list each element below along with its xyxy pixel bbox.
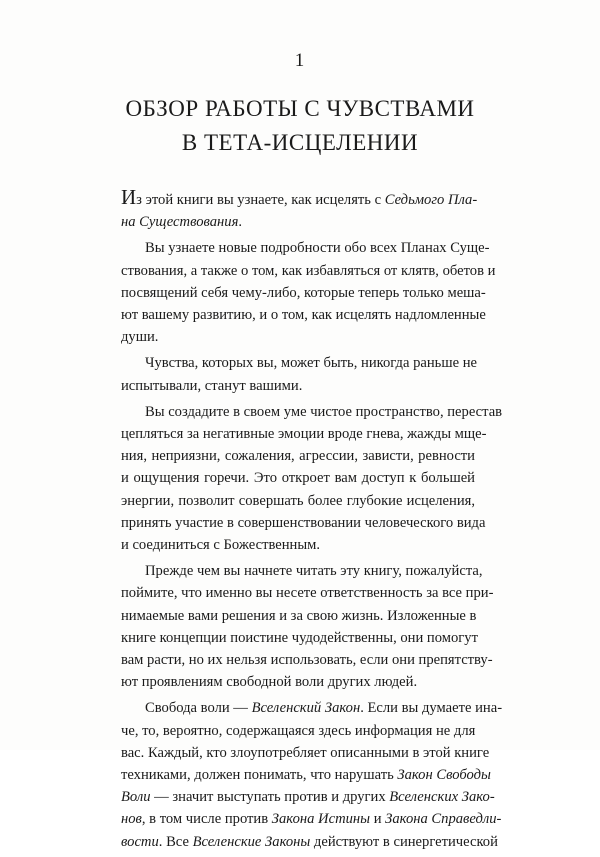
text-run: Свобода воли —: [145, 700, 252, 717]
chapter-body: [121, 185, 503, 857]
text-line: [121, 764, 491, 786]
text-line: [121, 808, 502, 830]
text-line: Вы узнаете новые подробности обо всех Планах Суще-: [145, 240, 490, 257]
text-line: посвящений себя чему-либо, которые теперь только меша-: [121, 284, 486, 301]
text-line: книге концепции поистине чудодейственны, они помогут: [121, 629, 478, 646]
text-run: , в том числе против: [141, 811, 272, 828]
text-run: и: [370, 811, 386, 828]
text-line: ствования, а также о том, как избавляться от клятв, обетов и: [121, 262, 496, 279]
paragraph: [121, 237, 496, 348]
text-run: . Если вы думаете ина-: [360, 700, 503, 717]
text-line: ния, неприязни, сожаления, агрессии, зависти, ревности: [121, 448, 475, 465]
text-line: Чувства, которых вы, может быть, никогда раньше не: [145, 355, 477, 372]
chapter-title-line: ОБЗОР РАБОТЫ С ЧУВСТВАМИ: [125, 96, 475, 121]
paragraph: [121, 185, 478, 233]
text-run: з этой книги вы узнаете, как исцелять с: [136, 192, 385, 208]
text-line: [121, 211, 475, 233]
chapter-title: [0, 92, 600, 160]
text-line: Вы создадите в своем уме чистое пространство, перестав: [145, 403, 503, 420]
text-line: нимаемые вами решения и за свою жизнь. Изложенные в: [121, 607, 477, 624]
paragraph: [121, 560, 494, 693]
text-line: энергии, позволит совершать более глубокие исцеления,: [121, 492, 475, 509]
text-run: действуют в синергетической: [310, 833, 498, 850]
paragraph: [121, 352, 475, 396]
text-line: вас. Каждый, кто злоупотребляет описанными в этой книге: [121, 744, 490, 761]
text-run: — значит выступать против и других: [150, 789, 390, 806]
text-line: поймите, что именно вы несете ответственность за все при-: [121, 585, 494, 602]
text-line: Прежде чем вы начнете читать эту книгу, пожалуйста,: [145, 563, 483, 580]
italic-term: вости: [121, 833, 159, 850]
italic-term: Закон Свободы: [397, 767, 491, 784]
text-line: ют вашему развитию, и о том, как исцелять надломленные: [121, 307, 486, 324]
text-line: [121, 831, 498, 853]
text-run: техниками, должен понимать, что нарушать: [121, 767, 398, 784]
italic-term: Вселенские Законы: [192, 833, 311, 850]
text-line: и соединиться с Божественным.: [121, 537, 321, 554]
italic-term: Закона Истины: [271, 811, 371, 828]
text-line: [121, 786, 495, 808]
italic-term: нов: [121, 811, 142, 828]
italic-term: Вселенский Закон: [251, 700, 361, 717]
text-run: . Все: [158, 833, 193, 850]
drop-cap: И: [121, 185, 137, 209]
chapter-title-line: В ТЕТА-ИСЦЕЛЕНИИ: [181, 130, 419, 155]
text-line: души.: [121, 329, 159, 346]
text-line: цепляться за негативные эмоции вроде гнева, жажды мще-: [121, 426, 487, 443]
chapter-number: 1: [294, 50, 306, 71]
italic-term: на Существования: [121, 214, 239, 231]
italic-term: Вселенских Зако-: [389, 789, 495, 806]
paragraph: [121, 697, 503, 852]
text-line: вам расти, но их нельзя использовать, если они препятству-: [121, 652, 493, 669]
text-line: ют проявлениям свободной воли других людей.: [121, 674, 418, 691]
paragraph: [121, 401, 503, 556]
italic-term: Воли: [121, 789, 151, 806]
text-line: [121, 697, 503, 719]
text-line: [121, 185, 478, 211]
text-line: принять участие в совершенствовании человеческого вида: [121, 514, 486, 531]
text-line: че, то, вероятно, содержащаяся здесь информация не для: [121, 722, 476, 739]
text-line: испытывали, станут вашими.: [121, 377, 303, 394]
text-line: и ощущения горечи. Это откроет вам доступ к большей: [121, 470, 475, 487]
italic-term: Закона Справедли-: [385, 811, 502, 828]
text-run: .: [238, 214, 243, 231]
italic-term: Седьмого Пла-: [384, 192, 478, 208]
